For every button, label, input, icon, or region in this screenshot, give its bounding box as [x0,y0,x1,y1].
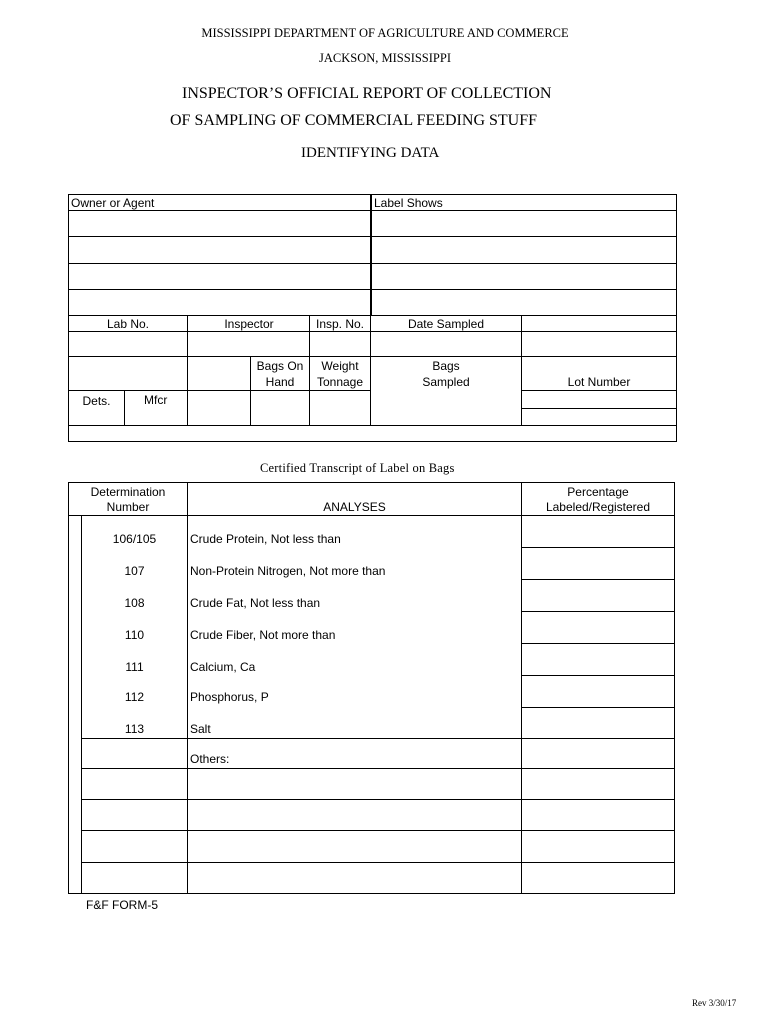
certified-transcript-title: Certified Transcript of Label on Bags [260,461,455,475]
weight-tonnage-label-2: Tonnage [316,375,364,389]
analysis-name-others: Others: [190,752,230,766]
analysis-name: Crude Fat, Not less than [190,596,321,610]
analysis-name: Crude Protein, Not less than [190,532,341,546]
determination-number: 106/105 [112,532,157,546]
analysis-name: Crude Fiber, Not more than [190,628,336,642]
analyses-header: ANALYSES [323,500,386,514]
label-shows-label: Label Shows [374,196,443,210]
mfcr-label: Mfcr [144,393,168,407]
determination-number: 111 [125,660,144,674]
lot-number-label: Lot Number [567,375,631,389]
date-sampled-label: Date Sampled [407,317,485,331]
section-title-identifying-data: IDENTIFYING DATA [301,145,440,161]
analysis-name: Calcium, Ca [190,660,256,674]
determination-number: 110 [124,628,145,642]
form-id: F&F FORM-5 [86,898,158,912]
analysis-name: Salt [190,722,211,736]
determination-number: 113 [124,722,145,736]
determination-number-header-2: Number [106,500,150,514]
determination-number: 108 [124,596,145,610]
determination-number-header-1: Determination [90,485,166,499]
analysis-name: Non-Protein Nitrogen, Not more than [190,564,386,578]
insp-no-label: Insp. No. [315,317,365,331]
revision-date: Rev 3/30/17 [692,998,737,1008]
form-title-line-1: INSPECTOR’S OFFICIAL REPORT OF COLLECTION [182,85,552,102]
form-title-line-2: OF SAMPLING OF COMMERCIAL FEEDING STUFF [170,112,538,129]
determination-number: 112 [124,690,145,704]
inspector-label: Inspector [224,317,274,331]
percentage-header-1: Percentage [567,485,629,499]
bags-sampled-label-2: Sampled [422,375,470,389]
bags-on-hand-label-1: Bags On [256,359,304,373]
bags-on-hand-label-2: Hand [265,375,295,389]
bags-sampled-label-1: Bags [432,359,460,373]
department-name: MISSISSIPPI DEPARTMENT OF AGRICULTURE AND COMMERCE [201,26,569,40]
lab-no-label: Lab No. [106,317,150,331]
determination-number: 107 [124,564,145,578]
analysis-name: Phosphorus, P [190,690,269,704]
owner-or-agent-label: Owner or Agent [71,196,155,210]
department-city: JACKSON, MISSISSIPPI [319,51,451,65]
weight-tonnage-label-1: Weight [321,359,359,373]
dets-label: Dets. [82,394,111,408]
percentage-header-2: Labeled/Registered [545,500,651,514]
